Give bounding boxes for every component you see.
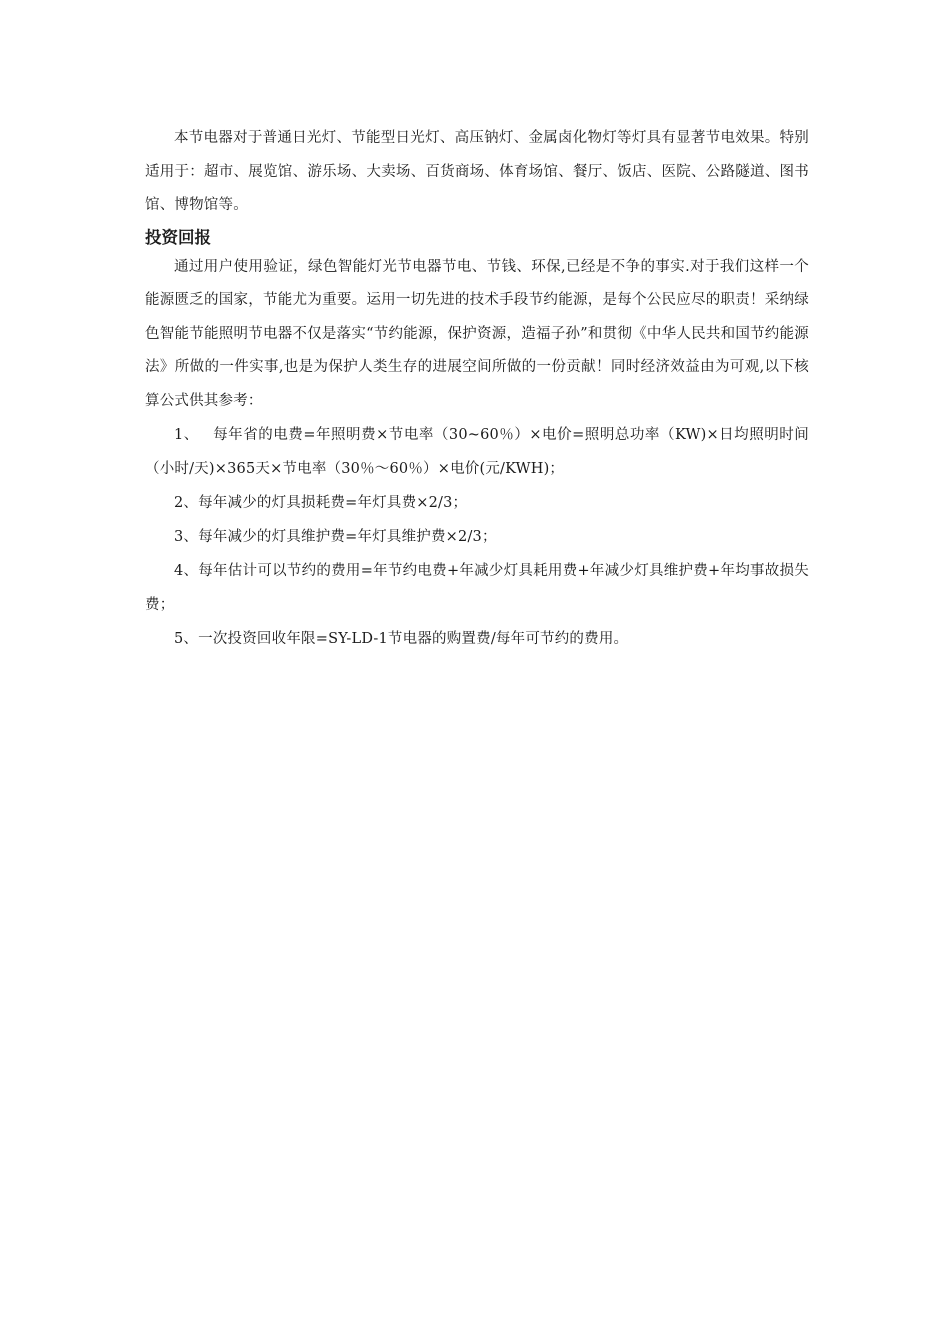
formula-item-5: 5、一次投资回收年限=SY-LD-1节电器的购置费/每年可节约的费用。	[174, 631, 629, 647]
formula-item-1	[145, 418, 809, 486]
formula-text-1: 每年省的电费=年照明费×节电率（30~60％）×电价=照明总功率（KW)×日均照明时间（小时/天)×365天×节电率（30％～60％）×电价(元/KWH)；	[145, 427, 809, 477]
intro-paragraph: 本节电器对于普通日光灯、节能型日光灯、高压钠灯、金属卤化物灯等灯具有显著节电效果。特别适用于：超市、展览馆、游乐场、大卖场、百货商场、体育场馆、餐厅、饭店、医院、公路隧道、图书馆、博物馆等。	[145, 130, 809, 213]
formula-item-3: 3、每年减少的灯具维护费=年灯具维护费×2/3；	[174, 529, 497, 545]
section-heading: 投资回报	[145, 227, 211, 247]
formula-item-2: 2、每年减少的灯具损耗费=年灯具费×2/3；	[174, 495, 468, 511]
formula-number-1: 1、	[174, 427, 199, 443]
section-paragraph: 通过用户使用验证，绿色智能灯光节电器节电、节钱、环保,已经是不争的事实.对于我们这样一个能源匮乏的国家，节能尤为重要。运用一切先进的技术手段节约能源，是每个公民应尽的职责！采纳绿色智能节能照明节电器不仅是落实“节约能源，保护资源，造福子孙”和贯彻《中华人民共和国节约能源法》所做的一件实事,也是为保护人类生存的进展空间所做的一份贡献！同时经济效益由为可观,以下核算公式供其参考：	[145, 258, 809, 409]
formula-item-4: 4、每年估计可以节约的费用=年节约电费+年减少灯具耗用费+年减少灯具维护费+年均事故损失费；	[145, 563, 809, 613]
document-body	[145, 122, 809, 656]
